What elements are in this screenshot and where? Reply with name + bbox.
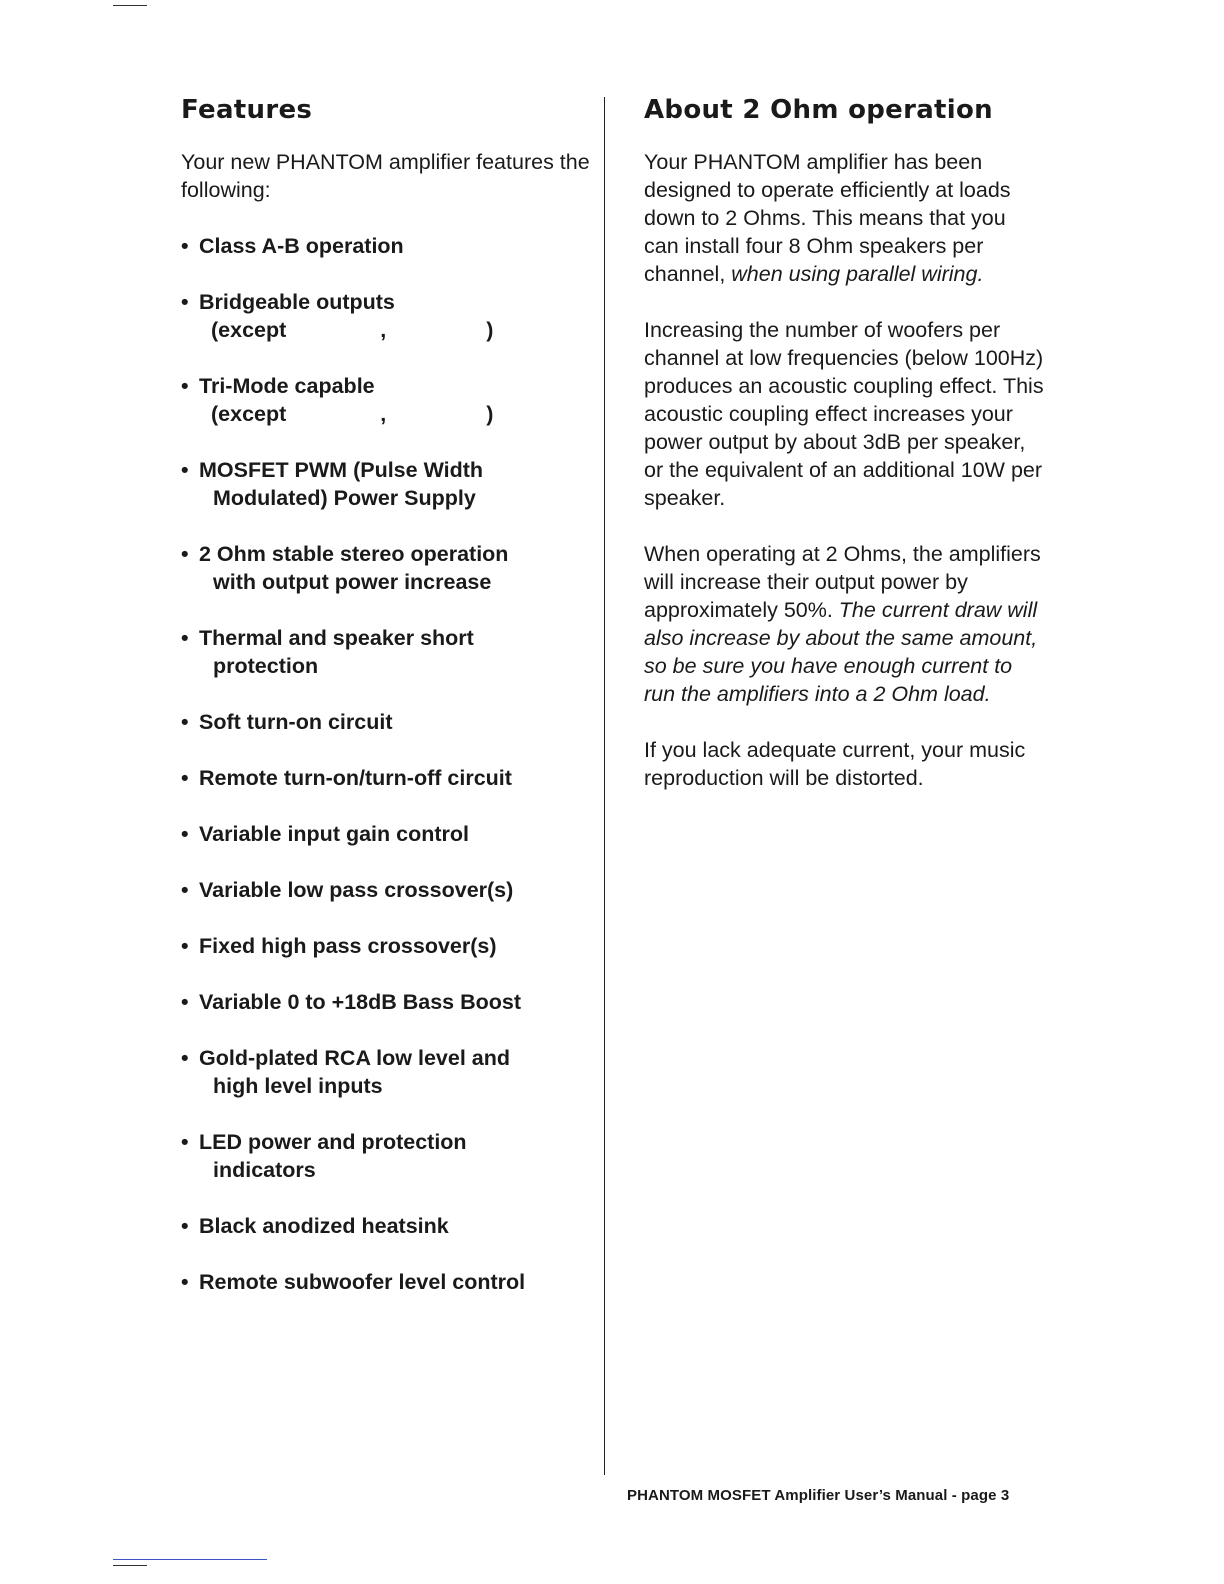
feature-label: Black anodized heatsink [199, 1214, 449, 1238]
note-close: ) [486, 318, 494, 342]
feature-label-cont: protection [213, 654, 319, 678]
feature-item [181, 456, 591, 512]
feature-label: Soft turn-on circuit [199, 710, 393, 734]
features-intro: Your new PHANTOM amplifier features the following: [181, 150, 590, 202]
bullet-icon: • [181, 878, 189, 902]
feature-item [181, 708, 591, 736]
bullet-icon: • [181, 1046, 189, 1070]
feature-label-cont: high level inputs [213, 1074, 383, 1098]
note-prefix: (except [211, 318, 287, 342]
feature-label-cont: with output power increase [213, 570, 492, 594]
paragraph-3-text: When operating at 2 Ohms, the amplifiers will increase their output power by approximately 50%. [644, 542, 1041, 622]
bullet-icon: • [181, 710, 189, 734]
paragraph-1-italic: when using parallel wiring. [731, 262, 984, 286]
bullet-icon: • [181, 374, 189, 398]
features-heading: Features [181, 95, 313, 125]
bullet-icon: • [181, 766, 189, 790]
feature-label: Variable 0 to +18dB Bass Boost [199, 990, 522, 1014]
paragraph-1 [644, 148, 1044, 288]
paragraph-4: If you lack adequate current, your music reproduction will be distorted. [644, 738, 1026, 790]
feature-label: Remote subwoofer level control [199, 1270, 526, 1294]
feature-item [181, 1044, 591, 1100]
feature-item [181, 1128, 591, 1184]
feature-label-cont: Modulated) Power Supply [213, 486, 476, 510]
feature-item [181, 372, 591, 428]
feature-label: Class A-B operation [199, 234, 404, 258]
two-ohm-heading: About 2 Ohm operation [644, 95, 993, 125]
bullet-icon: • [181, 1130, 189, 1154]
feature-item [181, 624, 591, 680]
bullet-icon: • [181, 234, 189, 258]
feature-item [181, 1212, 591, 1240]
bottom-crop-mark [113, 1565, 147, 1566]
link-underline [113, 1559, 267, 1560]
paragraph-3 [644, 540, 1044, 708]
bullet-icon: • [181, 1214, 189, 1238]
bullet-icon: • [181, 822, 189, 846]
note-close: ) [486, 402, 494, 426]
feature-item [181, 1268, 591, 1296]
feature-label: MOSFET PWM (Pulse Width [199, 458, 484, 482]
bullet-icon: • [181, 626, 189, 650]
feature-item [181, 540, 591, 596]
feature-label: Bridgeable outputs [199, 290, 395, 314]
feature-label: Tri-Mode capable [199, 374, 375, 398]
feature-label: LED power and protection [199, 1130, 467, 1154]
feature-label: 2 Ohm stable stereo operation [199, 542, 509, 566]
features-list [181, 232, 591, 1296]
feature-item [181, 988, 591, 1016]
feature-label: Gold-plated RCA low level and [199, 1046, 510, 1070]
page-footer: PHANTOM MOSFET Amplifier User’s Manual - page 3 [627, 1487, 1010, 1504]
bullet-icon: • [181, 934, 189, 958]
feature-label: Thermal and speaker short [199, 626, 474, 650]
feature-label: Remote turn-on/turn-off circuit [199, 766, 512, 790]
bullet-icon: • [181, 458, 189, 482]
feature-item [181, 288, 591, 344]
feature-item [181, 932, 591, 960]
feature-label: Variable input gain control [199, 822, 469, 846]
note-comma: , [380, 402, 387, 426]
feature-label: Fixed high pass crossover(s) [199, 934, 497, 958]
column-divider [604, 97, 605, 1475]
note-comma: , [380, 318, 387, 342]
corner-crop-mark [113, 5, 147, 6]
bullet-icon: • [181, 290, 189, 314]
bullet-icon: • [181, 542, 189, 566]
feature-label-cont: indicators [213, 1158, 316, 1182]
bullet-icon: • [181, 990, 189, 1014]
note-prefix: (except [211, 402, 287, 426]
feature-item [181, 820, 591, 848]
feature-item [181, 232, 591, 260]
feature-exception-note [199, 316, 591, 344]
paragraph-2: Increasing the number of woofers per channel at low frequencies (below 100Hz) produces an acoustic coupling effect. This acoustic coupling effect increases your power output by about 3dB per speaker, or the equivalent of an additional 10W per speaker. [644, 318, 1044, 510]
bullet-icon: • [181, 1270, 189, 1294]
feature-label: Variable low pass crossover(s) [199, 878, 514, 902]
paragraph-1-text: Your PHANTOM amplifier has been designed to operate efficiently at loads down to 2 Ohms. This means that you can install four 8 Ohm speakers per channel, [644, 150, 1011, 286]
feature-item [181, 876, 591, 904]
features-column [181, 93, 591, 1324]
paragraph-3-italic: The current draw will also increase by about the same amount, so be sure you have enough current to run the amplifiers into a 2 Ohm load. [644, 598, 1038, 706]
two-ohm-column [644, 93, 1044, 792]
feature-item [181, 764, 591, 792]
feature-exception-note [199, 400, 591, 428]
